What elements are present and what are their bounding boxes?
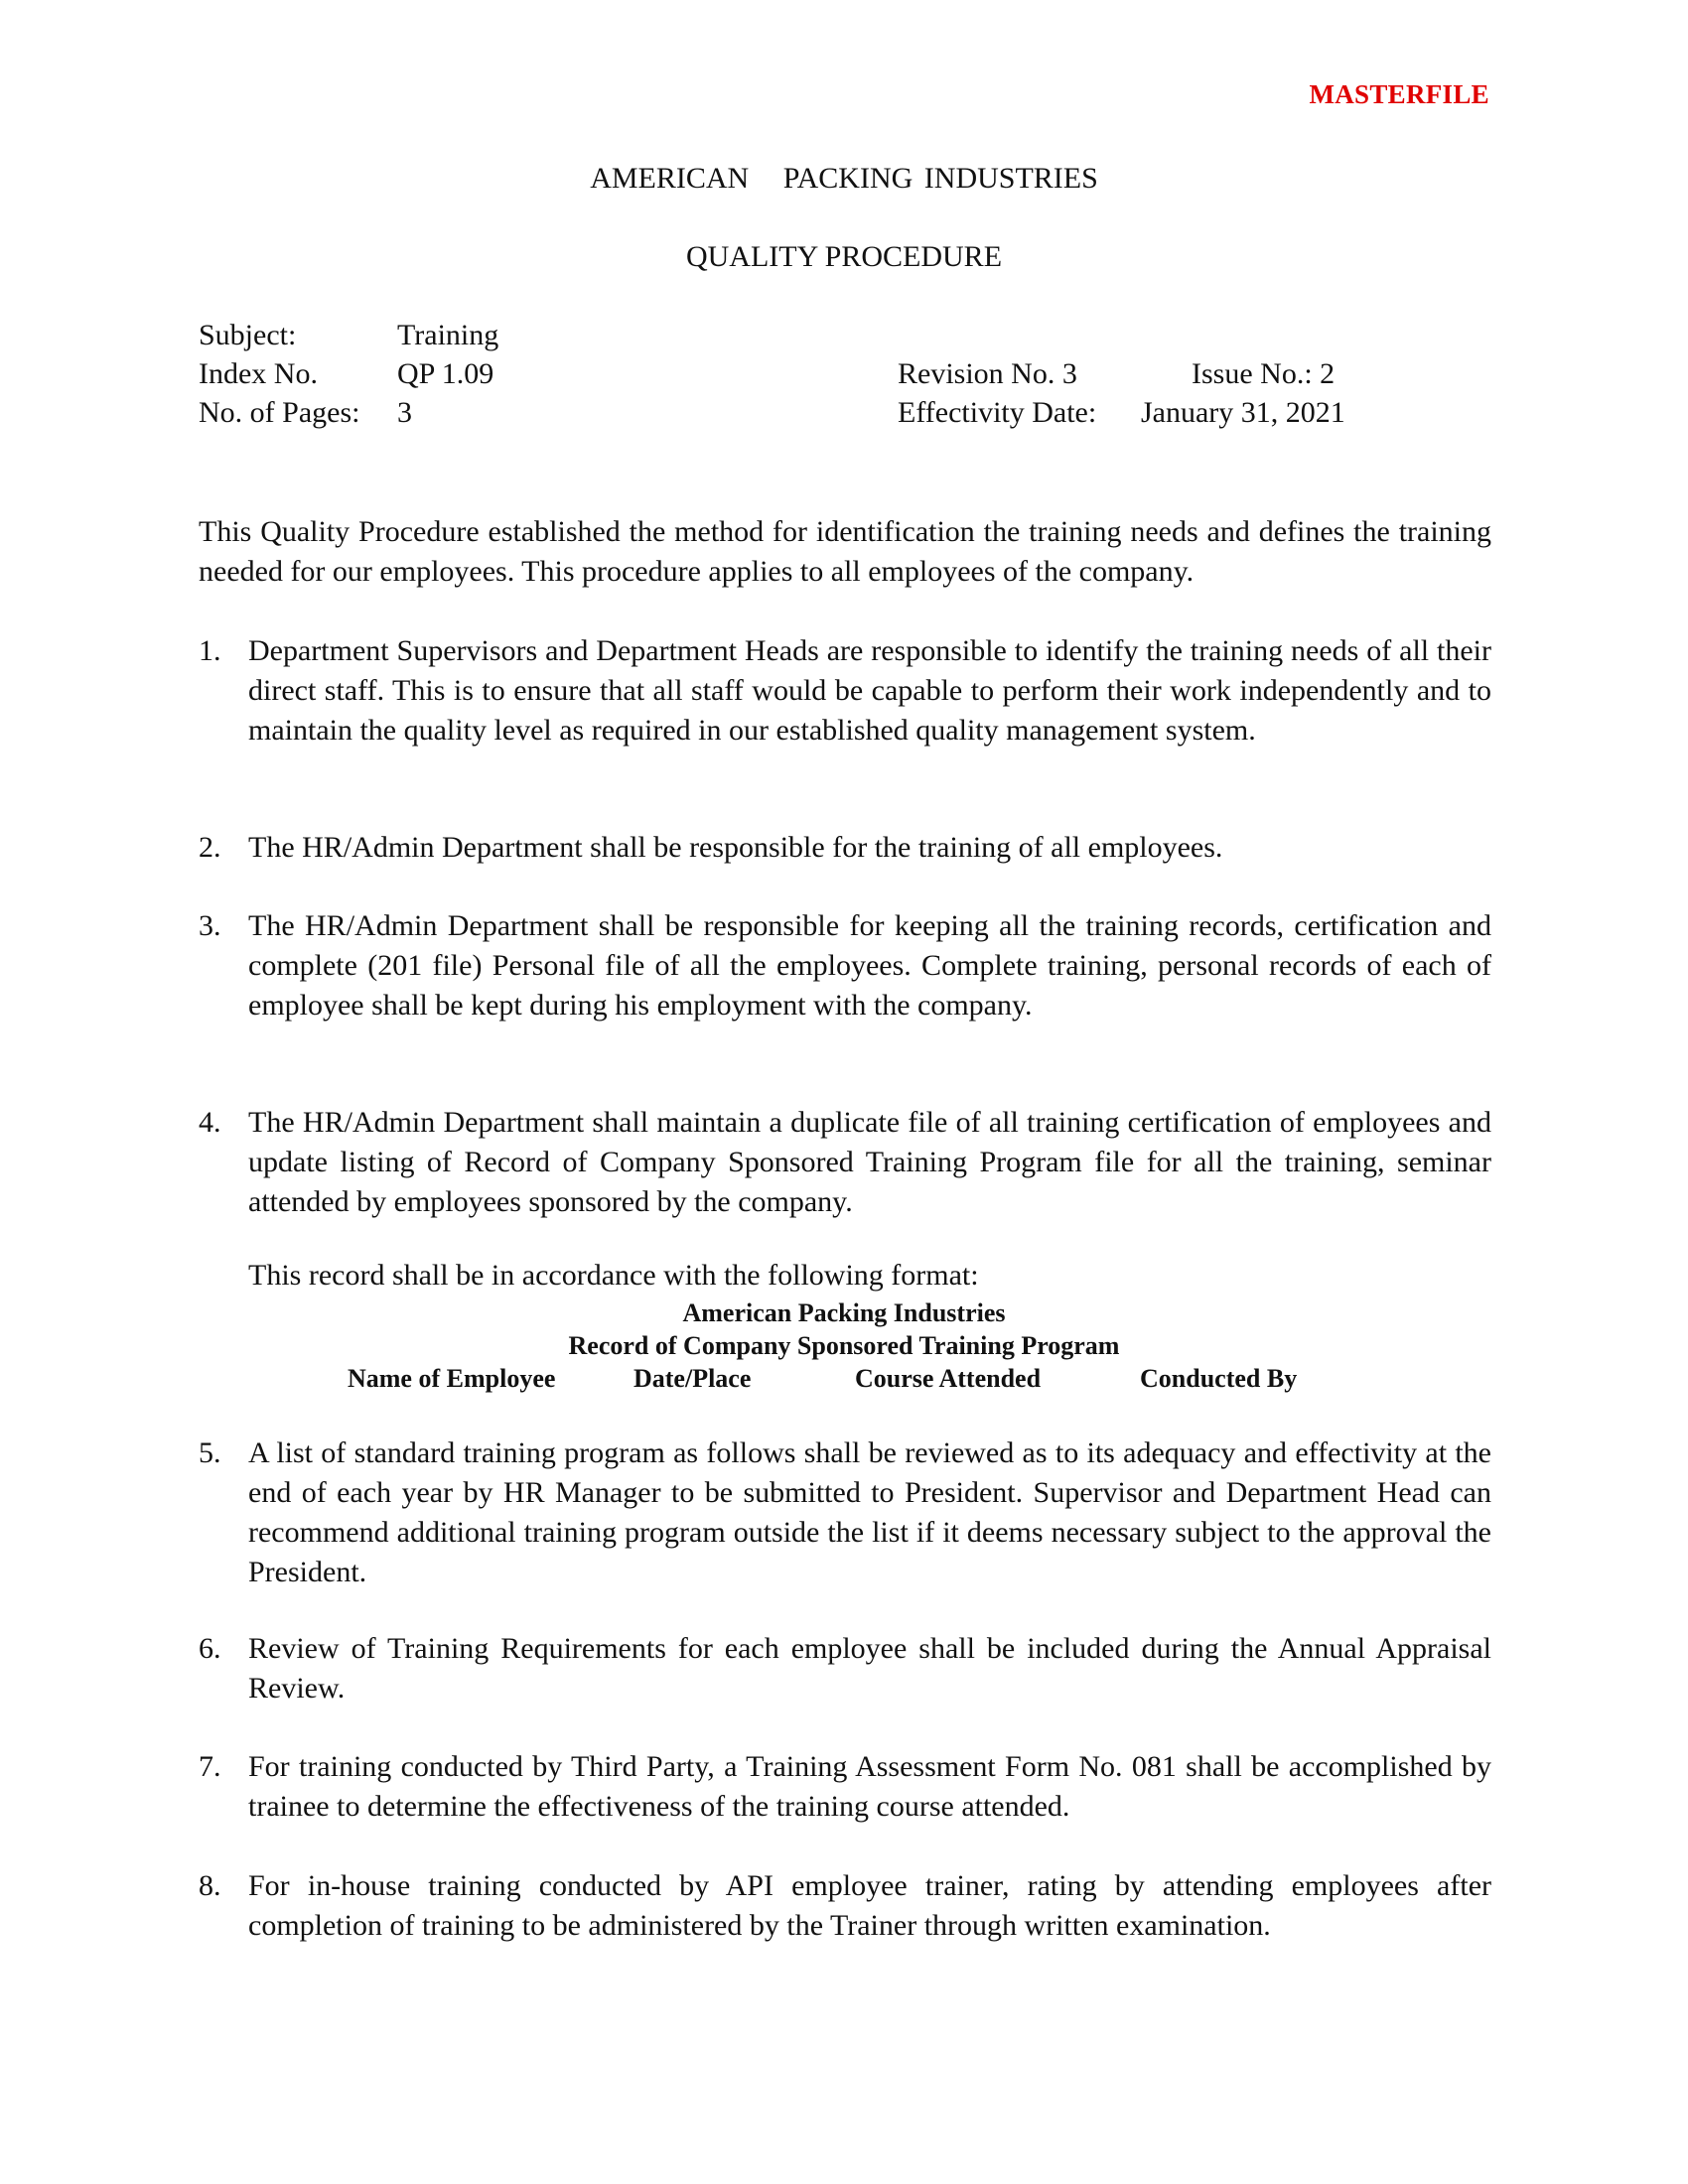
procedure-item	[199, 1103, 1491, 1222]
procedure-item	[199, 1629, 1491, 1708]
subject-label: Subject:	[199, 319, 297, 351]
procedure-item	[199, 1433, 1491, 1592]
item-number: 1.	[199, 634, 221, 667]
issue-number: Issue No.: 2	[1192, 357, 1336, 390]
item-text: The HR/Admin Department shall be responsible for the training of all employees.	[248, 831, 1223, 864]
intro-paragraph: This Quality Procedure established the method for identification the training needs and defines the training needed for our employees. This procedure applies to all employees of the company.	[199, 515, 1491, 588]
format-record-title: Record of Company Sponsored Training Program	[568, 1331, 1120, 1360]
item-text: For training conducted by Third Party, a Training Assessment Form No. 081 shall be accomplished by trainee to determine the effectiveness of the training course attended.	[248, 1750, 1491, 1823]
index-label: Index No.	[199, 357, 318, 390]
procedure-item	[199, 1747, 1491, 1827]
pages-label: No. of Pages:	[199, 396, 360, 429]
item-number: 5.	[199, 1436, 221, 1469]
item-number: 4.	[199, 1106, 221, 1139]
document-type-title: QUALITY PROCEDURE	[685, 240, 1003, 273]
format-column-header: Name of Employee	[348, 1364, 556, 1393]
item-text: The HR/Admin Department shall be responsible for keeping all the training records, certification and complete (201 file) Personal file of all the employees. Complete training, personal records of each of employee shall be kept during his employment with the company.	[248, 909, 1491, 1022]
company-name: AMERICAN PACKING INDUSTRIES	[590, 162, 1098, 195]
procedure-item	[199, 828, 1491, 868]
subject-value: Training	[397, 319, 499, 351]
procedure-item	[199, 906, 1491, 1025]
item-number: 3.	[199, 909, 221, 942]
format-column-header: Date/Place	[633, 1364, 752, 1393]
format-column-header: Course Attended	[855, 1364, 1042, 1393]
procedure-item	[199, 1866, 1491, 1946]
item-text: For in-house training conducted by API employee trainer, rating by attending employees after completion of training to be administered by the Trainer through written examination.	[248, 1869, 1491, 1942]
item-number: 7.	[199, 1750, 221, 1783]
format-intro: This record shall be in accordance with the following format:	[248, 1259, 979, 1292]
item-text: Department Supervisors and Department Heads are responsible to identify the training needs of all their direct staff. This is to ensure that all staff would be capable to perform their work independently and to maintain the quality level as required in our established quality management system.	[248, 634, 1491, 747]
item-text: Review of Training Requirements for each employee shall be included during the Annual Appraisal Review.	[248, 1632, 1491, 1705]
item-number: 2.	[199, 831, 221, 864]
item-number: 6.	[199, 1632, 221, 1665]
item-text: A list of standard training program as follows shall be reviewed as to its adequacy and effectivity at the end of each year by HR Manager to be submitted to President. Supervisor and Department Head can recommend additional training program outside the list if it deems necessary subject to the approval the President.	[248, 1436, 1491, 1588]
format-column-header: Conducted By	[1140, 1364, 1298, 1393]
masterfile-stamp: MASTERFILE	[1309, 79, 1489, 109]
procedure-item	[199, 631, 1491, 751]
format-company: American Packing Industries	[682, 1298, 1006, 1327]
revision-number: Revision No. 3	[898, 357, 1077, 390]
pages-value: 3	[397, 396, 412, 429]
index-value: QP 1.09	[397, 357, 494, 390]
effectivity-label: Effectivity Date:	[898, 396, 1097, 429]
item-text: The HR/Admin Department shall maintain a duplicate file of all training certification of employees and update listing of Record of Company Sponsored Training Program file for all the training, seminar attended by employees sponsored by the company.	[248, 1106, 1491, 1218]
effectivity-date: January 31, 2021	[1141, 396, 1345, 429]
item-number: 8.	[199, 1869, 221, 1902]
